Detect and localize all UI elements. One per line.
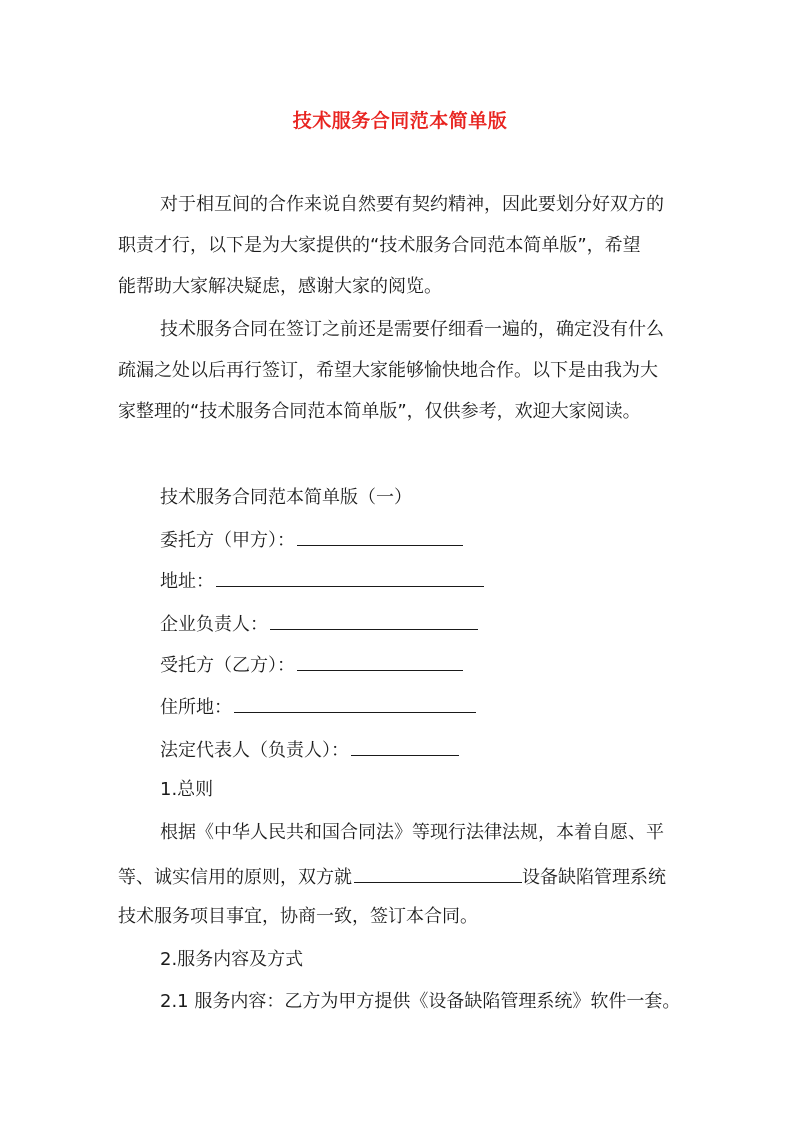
section1-heading: 1.总则 xyxy=(160,779,214,800)
residence-label: 住所地： xyxy=(160,697,232,718)
section2-line1: 2.1 服务内容：乙方为甲方提供《设备缺陷管理系统》软件一套。 xyxy=(160,991,681,1012)
intro-p2-line2: 疏漏之处以后再行签订，希望大家能够愉快地合作。以下是由我为大 xyxy=(118,360,658,381)
residence-field xyxy=(160,694,476,720)
enterprise-head-blank[interactable] xyxy=(270,611,478,630)
legal-rep-field xyxy=(160,737,459,763)
document-title: 技术服务合同范本简单版 xyxy=(292,110,508,132)
enterprise-head-field xyxy=(160,611,478,637)
section1-line2 xyxy=(118,864,666,890)
project-blank[interactable] xyxy=(354,864,522,883)
section1-line1: 根据《中华人民共和国合同法》等现行法律法规，本着自愿、平 xyxy=(160,822,664,843)
section1-line2-text-b: 设备缺陷管理系统 xyxy=(522,867,666,888)
address-blank[interactable] xyxy=(216,568,484,587)
intro-p2-line1: 技术服务合同在签订之前还是需要仔细看一遍的，确定没有什么 xyxy=(160,319,664,340)
section1-line3: 技术服务项目事宜，协商一致，签订本合同。 xyxy=(118,906,478,927)
intro-p1-line2: 职责才行，以下是为大家提供的“技术服务合同范本简单版”，希望 xyxy=(118,235,641,256)
contractor-label: 受托方（乙方）： xyxy=(160,655,295,676)
intro-p1-line1: 对于相互间的合作来说自然要有契约精神，因此要划分好双方的 xyxy=(160,194,664,215)
client-label: 委托方（甲方）： xyxy=(160,530,295,551)
contract-heading: 技术服务合同范本简单版（一） xyxy=(160,487,412,508)
intro-p2-line3: 家整理的“技术服务合同范本简单版”，仅供参考，欢迎大家阅读。 xyxy=(118,401,641,422)
intro-p1-line3: 能帮助大家解决疑虑，感谢大家的阅览。 xyxy=(118,276,442,297)
enterprise-head-label: 企业负责人： xyxy=(160,614,268,635)
legal-rep-blank[interactable] xyxy=(351,737,459,756)
contractor-blank[interactable] xyxy=(297,652,463,671)
address-label: 地址： xyxy=(160,571,214,592)
client-field xyxy=(160,527,463,553)
section1-line2-text-a: 等、诚实信用的原则，双方就 xyxy=(118,867,352,888)
legal-rep-label: 法定代表人（负责人）： xyxy=(160,740,349,761)
contractor-field xyxy=(160,652,463,678)
client-blank[interactable] xyxy=(297,527,463,546)
section2-heading: 2.服务内容及方式 xyxy=(160,949,304,970)
address-field xyxy=(160,568,484,594)
residence-blank[interactable] xyxy=(234,694,476,713)
